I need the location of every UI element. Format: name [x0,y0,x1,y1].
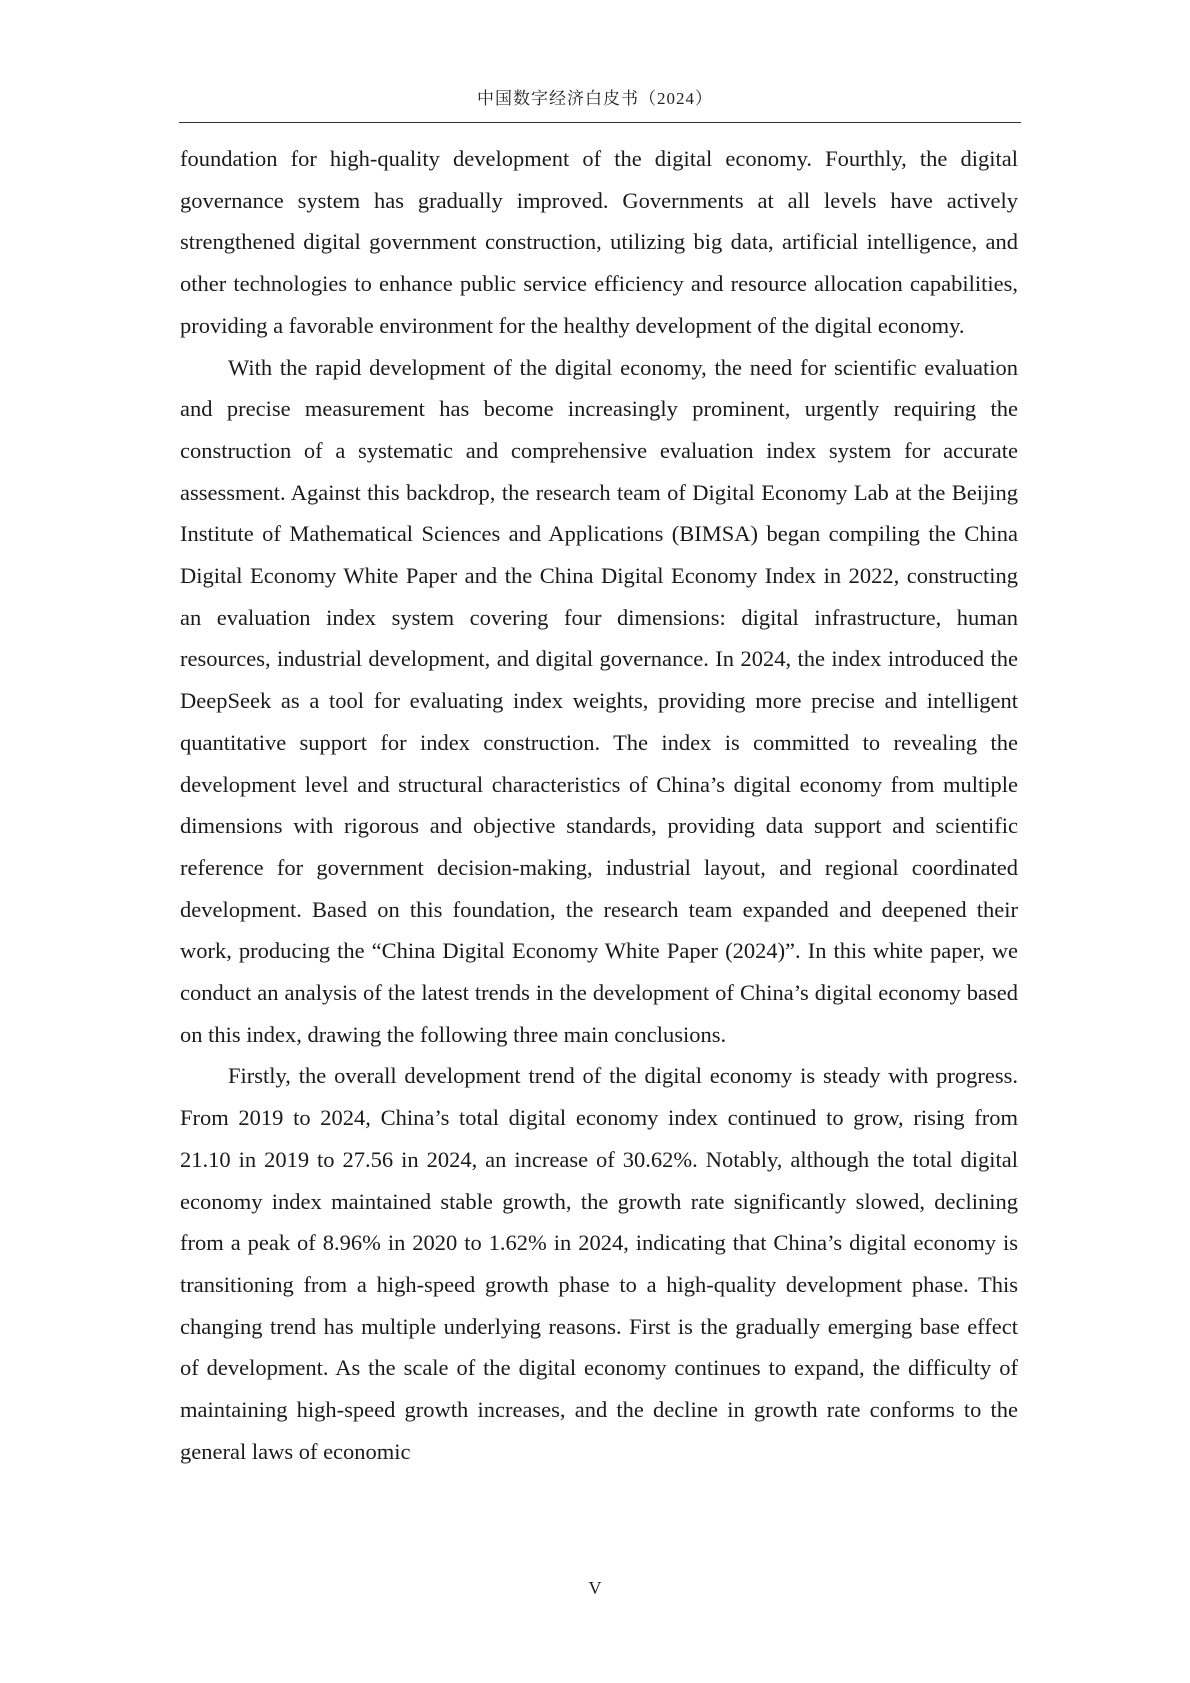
body-text [180,138,1018,1473]
page-number: V [588,1578,602,1598]
paragraph-continuation: foundation for high-quality development of the digital economy. Fourthly, the digital governance system has gradually improved. Governments at all levels have actively strengthened digital government construction, utilizing big data, artificial intelligence, and other technologies to enhance public service efficiency and resource allocation capabilities, providing a favorable environment for the healthy development of the digital economy. [180,146,1018,338]
header-divider [179,122,1021,123]
paragraph-development-trend: Firstly, the overall development trend of the digital economy is steady with progress. From 2019 to 2024, China’s total digital economy index continued to grow, rising from 21.10 in 2019 to 27.56 in 2024, an increase of 30.62%. Notably, although the total digital economy index maintained stable growth, the growth rate significantly slowed, declining from a peak of 8.96% in 2020 to 1.62% in 2024, indicating that China’s digital economy is transitioning from a high-speed growth phase to a high-quality development phase. This changing trend has multiple underlying reasons. First is the gradually emerging base effect of development. As the scale of the digital economy continues to expand, the difficulty of maintaining high-speed growth increases, and the decline in growth rate conforms to the general laws of economic [180,1063,1018,1464]
running-header: 中国数字经济白皮书（2024） [477,89,713,108]
paragraph-evaluation-index: With the rapid development of the digital economy, the need for scientific evaluation and precise measurement has become increasingly prominent, urgently requiring the construction of a systematic and comprehensive evaluation index system for accurate assessment. Against this backdrop, the research team of Digital Economy Lab at the Beijing Institute of Mathematical Sciences and Applications (BIMSA) began compiling the China Digital Economy White Paper and the China Digital Economy Index in 2022, constructing an evaluation index system covering four dimensions: digital infrastructure, human resources, industrial development, and digital governance. In 2024, the index introduced the DeepSeek as a tool for evaluating index weights, providing more precise and intelligent quantitative support for index construction. The index is committed to revealing the development level and structural characteristics of China’s digital economy from multiple dimensions with rigorous and objective standards, providing data support and scientific reference for government decision-making, industrial layout, and regional coordinated development. Based on this foundation, the research team expanded and deepened their work, producing the “China Digital Economy White Paper (2024)”. In this white paper, we conduct an analysis of the latest trends in the development of China’s digital economy based on this index, drawing the following three main conclusions. [180,354,1018,1047]
